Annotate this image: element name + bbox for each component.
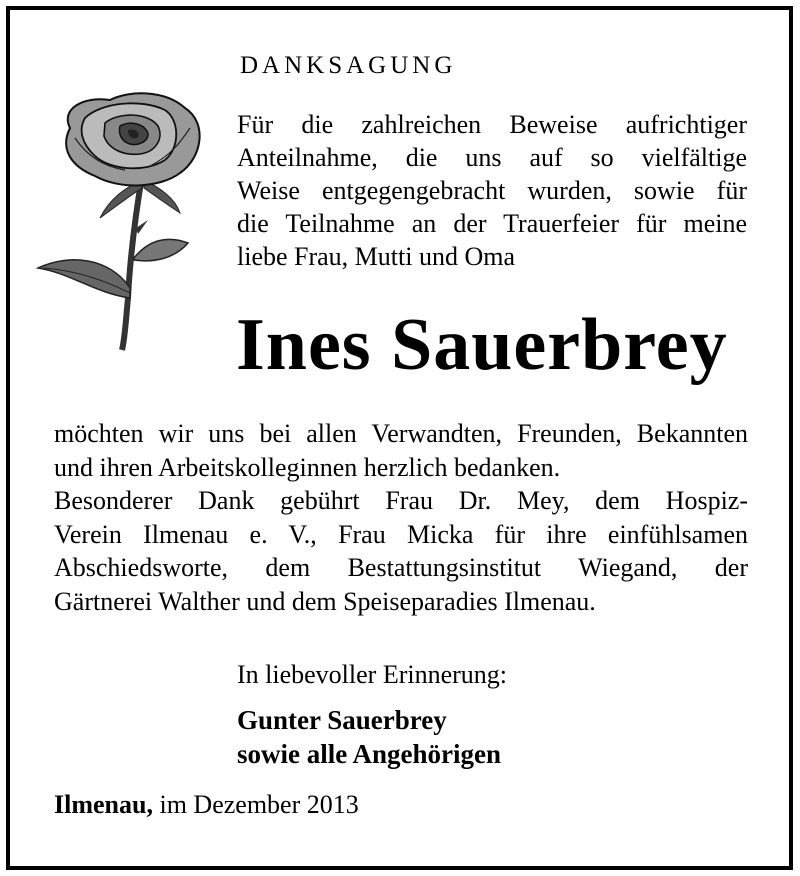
body-line: möchten wir uns bei allen Verwandten, Freunden, Bekannten [54,419,748,448]
signer-line: sowie alle Angehörigen [237,739,501,769]
signer-line: Gunter Sauerbrey [237,705,447,735]
body-line: Verein Ilmenau e. V., Frau Micka für ihre einfühlsamen [54,519,748,549]
body-line: Besonderer Dank gebührt Frau Dr. Mey, dem Hospiz- [54,486,748,515]
deceased-name: Ines Sauerbrey [236,304,728,386]
intro-line: Anteilnahme, die uns auf so vielfältige [237,143,747,172]
place-date [54,790,359,820]
intro-line: die Teilnahme an der Trauerfeier für meine [237,209,747,238]
date: im Dezember 2013 [152,790,359,819]
body-text [54,417,748,618]
signers [237,703,501,771]
closing-phrase: In liebevoller Erinnerung: [237,660,508,689]
intro-line: liebe Frau, Mutti und Oma [237,242,516,271]
rose-illustration [30,88,210,353]
intro-line: Weise entgegengebracht wurden, sowie für [237,176,747,205]
body-line: und ihren Arbeitskolleginnen herzlich bedanken. [54,452,561,482]
place: Ilmenau, [54,790,153,819]
body-line: Gärtnerei Walther und dem Speiseparadies Ilmenau. [54,586,596,616]
body-line: Abschiedsworte, dem Bestattungsinstitut Wiegand, der [54,553,748,582]
intro-text [237,108,747,273]
notice-heading: DANKSAGUNG [240,52,457,79]
intro-line: Für die zahlreichen Beweise aufrichtiger [237,110,747,139]
